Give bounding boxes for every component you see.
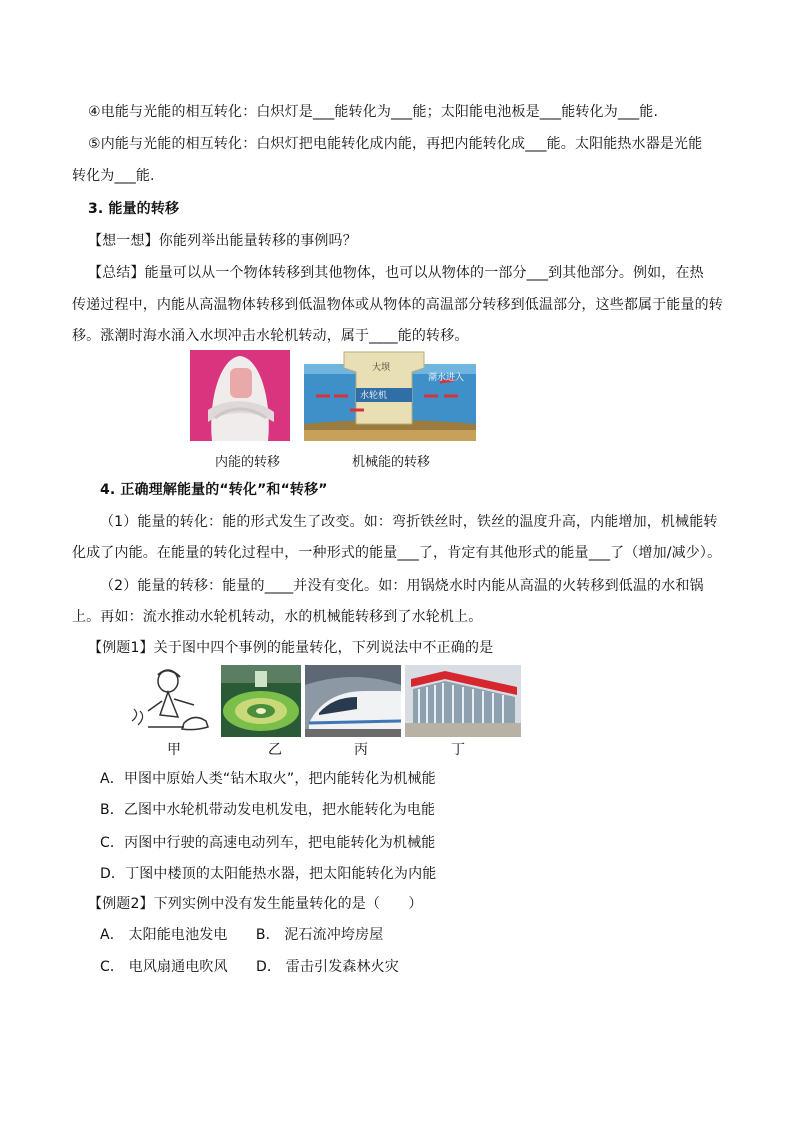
option-d: D．丁图中楼顶的太阳能热水器，把太阳能转化为内能 [100,866,437,882]
train-photo [305,665,401,737]
text-line: 传递过程中，内能从高温物体转移到低温物体或从物体的高温部分转移到低温部分，这些都属于能量的转 [72,297,723,313]
caption-internal: 内能的转移 [215,455,281,470]
caption-mechanical: 机械能的转移 [352,455,431,470]
text-line: ④电能与光能的相互转化：白炽灯是___能转化为___能；太阳能电池板是___能转化为___能. [88,104,659,120]
option-a: A．甲图中原始人类“钻木取火”，把内能转化为机械能 [100,771,436,787]
example-2-question: 【例题2】下列实例中没有发生能量转化的是（ ） [88,896,423,912]
dam-diagram [304,350,476,441]
turbine-photo [221,665,301,737]
example-1-question: 【例题1】关于图中四个事例的能量转化，下列说法中不正确的是 [88,640,494,656]
dam-label: 大坝 [372,363,391,373]
section-heading-3: 3. 能量的转移 [88,201,180,217]
text-line: （2）能量的转移：能量的____并没有变化。如：用锅烧水时内能从高温的火转移到低温的水和锅 [100,578,704,594]
solar-heater-photo [405,665,521,737]
text-line: 转化为___能. [72,168,155,184]
hot-water-bottle-photo [190,350,290,441]
option-ab: A． 太阳能电池发电 B． 泥石流冲垮房屋 [100,927,384,943]
text-line: 【想一想】你能列举出能量转移的事例吗？ [88,233,357,249]
option-b: B．乙图中水轮机带动发电机发电，把水能转化为电能 [100,802,436,818]
label-yi: 乙 [268,742,282,758]
option-c: C．丙图中行驶的高速电动列车，把电能转化为机械能 [100,835,436,851]
text-line: 化成了内能。在能量的转化过程中，一种形式的能量___了，肯定有其他形式的能量___了（增加/减少）。 [72,545,722,561]
drilling-fire-drawing [128,665,216,737]
text-line: 移。涨潮时海水涌入水坝冲击水轮机转动，属于____能的转移。 [72,328,469,344]
label-jia: 甲 [167,742,181,758]
section-heading-4: 4. 正确理解能量的“转化”和“转移” [100,482,328,498]
text-line: ⑤内能与光能的相互转化：白炽灯把电能转化成内能，再把内能转化成___能。太阳能热水器是光能 [88,136,703,152]
label-ding: 丁 [451,742,465,758]
turbine-label: 水轮机 [360,391,388,401]
label-bing: 丙 [354,742,368,758]
text-line: （1）能量的转化：能的形式发生了改变。如：弯折铁丝时，铁丝的温度升高，内能增加，机械能转 [100,514,718,530]
text-line: 【总结】能量可以从一个物体转移到其他物体，也可以从物体的一部分___到其他部分。例如，在热 [88,265,704,281]
option-cd: C． 电风扇通电吹风 D． 雷击引发森林火灾 [100,959,399,975]
tide-label: 潮水进入 [428,373,465,383]
text-line: 上。再如：流水推动水轮机转动，水的机械能转移到了水轮机上。 [72,609,483,625]
